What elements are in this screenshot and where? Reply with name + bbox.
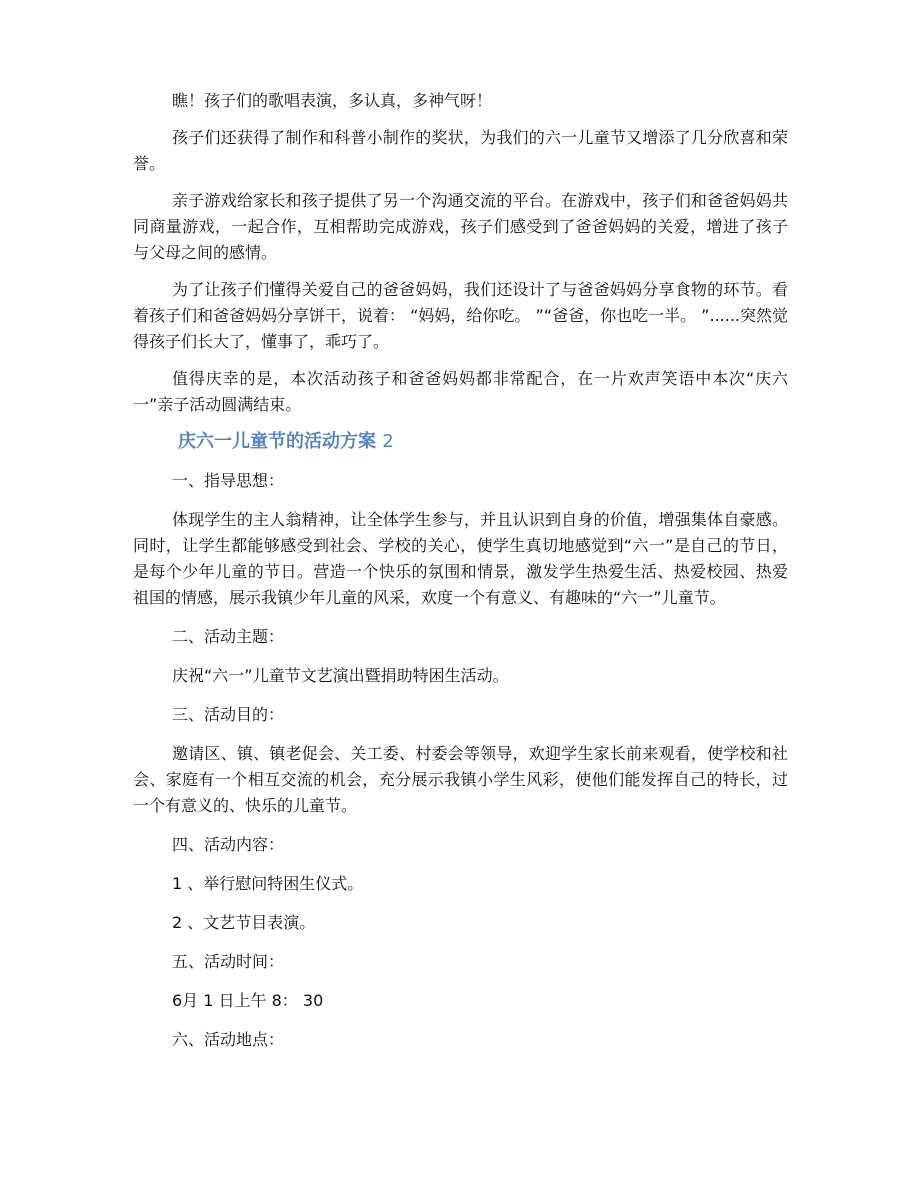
section-guiding-ideology-title: 一、指导思想： [172, 471, 285, 490]
paragraph-sharing-food: 为了让孩子们懂得关爱自己的爸爸妈妈，我们还设计了与爸爸妈妈分享食物的环节。看着孩子们和爸爸妈妈分享饼干，说着： “妈妈，给你吃。 ”“爸爸，你也吃一半。 ”......突然觉得孩子们长大了，懂事了，乖巧了。 [133, 280, 788, 351]
section-purpose-text: 邀请区、镇、镇老促会、关工委、村委会等领导，欢迎学生家长前来观看，使学校和社会、家庭有一个相互交流的机会，充分展示我镇小学生风彩，使他们能发挥自己的特长，过一个有意义的、快乐的儿童节。 [133, 744, 788, 815]
section-theme-title: 二、活动主题： [172, 627, 285, 646]
paragraph-awards: 孩子们还获得了制作和科普小制作的奖状，为我们的六一儿童节又增添了几分欣喜和荣誉。 [133, 128, 788, 173]
section-heading [133, 428, 788, 456]
section-guiding-ideology-text: 体现学生的主人翁精神，让全体学生参与，并且认识到自身的价值，增强集体自豪感。同时，让学生都能够感受到社会、学校的关心，使学生真切地感觉到“六一”是自己的节日，是每个少年儿童的节日。营造一个快乐的氛围和情景，激发学生热爱生活、热爱校园、热爱祖国的情感，展示我镇少年儿童的风采，欢度一个有意义、有趣味的“六一”儿童节。 [133, 510, 788, 607]
section-content-item-1: 1 、举行慰问特困生仪式。 [172, 874, 364, 893]
section-purpose-title: 三、活动目的： [172, 705, 285, 724]
section-content-title: 四、活动内容： [172, 835, 285, 854]
heading-number: 2 [382, 431, 394, 452]
document-body [133, 88, 788, 1053]
section-theme-text: 庆祝“六一”儿童节文艺演出暨捐助特困生活动。 [172, 666, 509, 685]
section-location-title: 六、活动地点： [172, 1030, 285, 1049]
section-content-item-2: 2 、文艺节目表演。 [172, 913, 316, 932]
section-time-title: 五、活动时间： [172, 952, 285, 971]
paragraph-singing: 瞧！孩子们的歌唱表演，多认真，多神气呀！ [172, 91, 493, 110]
heading-title: 庆六一儿童节的活动方案 [178, 431, 376, 452]
paragraph-parent-child-games: 亲子游戏给家长和孩子提供了另一个沟通交流的平台。在游戏中，孩子们和爸爸妈妈共同商量游戏，一起合作，互相帮助完成游戏，孩子们感受到了爸爸妈妈的关爱，增进了孩子与父母之间的感情。 [133, 191, 788, 262]
paragraph-conclusion: 值得庆幸的是，本次活动孩子和爸爸妈妈都非常配合，在一片欢声笑语中本次“庆六一”亲子活动圆满结束。 [133, 369, 788, 414]
section-time-text: 6月 1 日上午 8： 30 [172, 991, 324, 1010]
